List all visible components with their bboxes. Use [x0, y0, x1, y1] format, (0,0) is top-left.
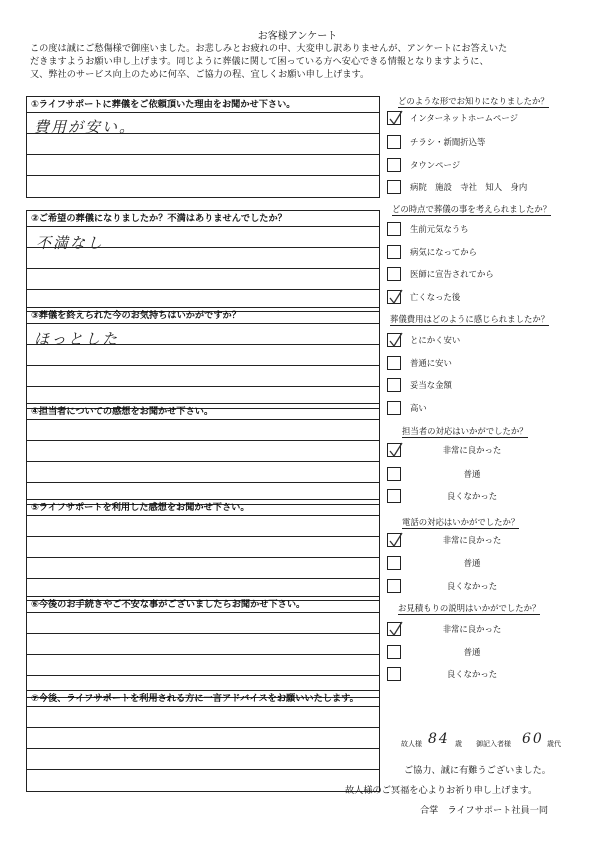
- phone-heading: 電話の対応はいかがでしたか？: [402, 517, 520, 527]
- question-4-box: [26, 403, 380, 505]
- when-considered-heading: どの時点で葬儀の事を考えられましたか？: [392, 204, 552, 214]
- answer-line[interactable]: [27, 770, 379, 791]
- answer-line[interactable]: [27, 728, 379, 749]
- writer-age-label: 御記入者様: [476, 740, 511, 748]
- checkbox[interactable]: [387, 378, 401, 392]
- answer-line[interactable]: [27, 462, 379, 483]
- checkbox[interactable]: [387, 356, 401, 370]
- question-7-box: [26, 690, 380, 792]
- answer-line[interactable]: [27, 613, 379, 634]
- question-2-box: [26, 210, 380, 312]
- closing-prayer: 故人様のご冥福を心よりお祈り申し上げます。: [345, 785, 538, 796]
- answer-line[interactable]: [27, 176, 379, 197]
- checkbox[interactable]: [387, 111, 401, 125]
- question-6-label: ⑥今後のお手続きやご不安な事がございましたらお聞かせ下さい。: [27, 597, 379, 613]
- checkmark-icon: [388, 109, 404, 127]
- checkbox[interactable]: [387, 180, 401, 194]
- question-2-answer: 不満なし: [36, 234, 105, 252]
- writer-age-unit: 歳代: [547, 740, 561, 748]
- checkbox[interactable]: [387, 401, 401, 415]
- deceased-age-unit: 歳: [455, 740, 462, 748]
- checkbox[interactable]: [387, 158, 401, 172]
- answer-line[interactable]: [27, 537, 379, 558]
- intro-text: この度は誠にご愁傷様で御座いました。お悲しみとお疲れの中、大変申し訳ありませんが、アンケートにお答えいた だきますようお願い申し上げます。同じように葬儀に関して困っている方へ安心できる情報となりますように、 又、弊社のサービス向上のために何卒、ご協力の程、宜しくお願い申し上げます。: [30, 43, 508, 80]
- staff-heading: 担当者の対応はいかがでしたか？: [402, 426, 528, 436]
- checkbox[interactable]: [387, 333, 401, 347]
- page-title: お客様アンケート: [257, 31, 338, 42]
- answer-line[interactable]: [27, 655, 379, 676]
- answer-line[interactable]: [27, 441, 379, 462]
- answer-line[interactable]: [27, 420, 379, 441]
- closing-thanks: ご協力、誠に有難うございました。: [404, 765, 551, 776]
- question-5-label: ⑤ライフサポートを利用した感想をお聞かせ下さい。: [27, 500, 379, 516]
- checkmark-icon: [388, 288, 404, 306]
- answer-line[interactable]: [27, 269, 379, 290]
- checkbox[interactable]: [387, 135, 401, 149]
- question-5-box: [26, 499, 380, 601]
- checkbox[interactable]: [387, 267, 401, 281]
- question-1-label: ①ライフサポートに葬儀をご依頼頂いた理由をお聞かせ下さい。: [27, 97, 379, 113]
- answer-line[interactable]: [27, 749, 379, 770]
- checkmark-icon: [388, 331, 404, 349]
- answer-line[interactable]: [27, 134, 379, 155]
- cost-heading: 葬儀費用はどのように感じられましたか？: [390, 314, 550, 324]
- deceased-age-value[interactable]: 84: [428, 731, 450, 747]
- checkbox[interactable]: [387, 245, 401, 259]
- answer-line[interactable]: [27, 366, 379, 387]
- answer-line[interactable]: [27, 516, 379, 537]
- question-7-label: ⑦今後、ライフサポートを利用される方に一言アドバイスをお願いいたします。: [27, 691, 379, 707]
- checkbox[interactable]: [387, 290, 401, 304]
- estimate-heading: お見積もりの説明はいかがでしたか？: [398, 603, 541, 613]
- answer-line[interactable]: [27, 707, 379, 728]
- answer-line[interactable]: [27, 558, 379, 579]
- answer-line[interactable]: [27, 634, 379, 655]
- question-2-label: ②ご希望の葬儀になりましたか？不満はありませんでしたか？: [27, 211, 379, 227]
- how-known-heading: どのような形でお知りになりましたか？: [398, 96, 549, 106]
- deceased-age-label: 故人様: [401, 740, 422, 748]
- checkbox[interactable]: [387, 222, 401, 236]
- writer-age-value[interactable]: 60: [522, 731, 544, 747]
- question-3-label: ③葬儀を終えられた今のお気持ちはいかがですか？: [27, 308, 379, 324]
- question-1-box: [26, 96, 380, 198]
- question-3-box: [26, 307, 380, 409]
- question-3-answer: ほっとした: [34, 330, 120, 348]
- question-4-label: ④担当者についての感想をお聞かせ下さい。: [27, 404, 379, 420]
- question-6-box: [26, 596, 380, 698]
- closing-signature: 合掌 ライフサポート社員一同: [420, 805, 549, 816]
- question-1-answer: 費用が安い。: [34, 118, 137, 136]
- answer-line[interactable]: [27, 155, 379, 176]
